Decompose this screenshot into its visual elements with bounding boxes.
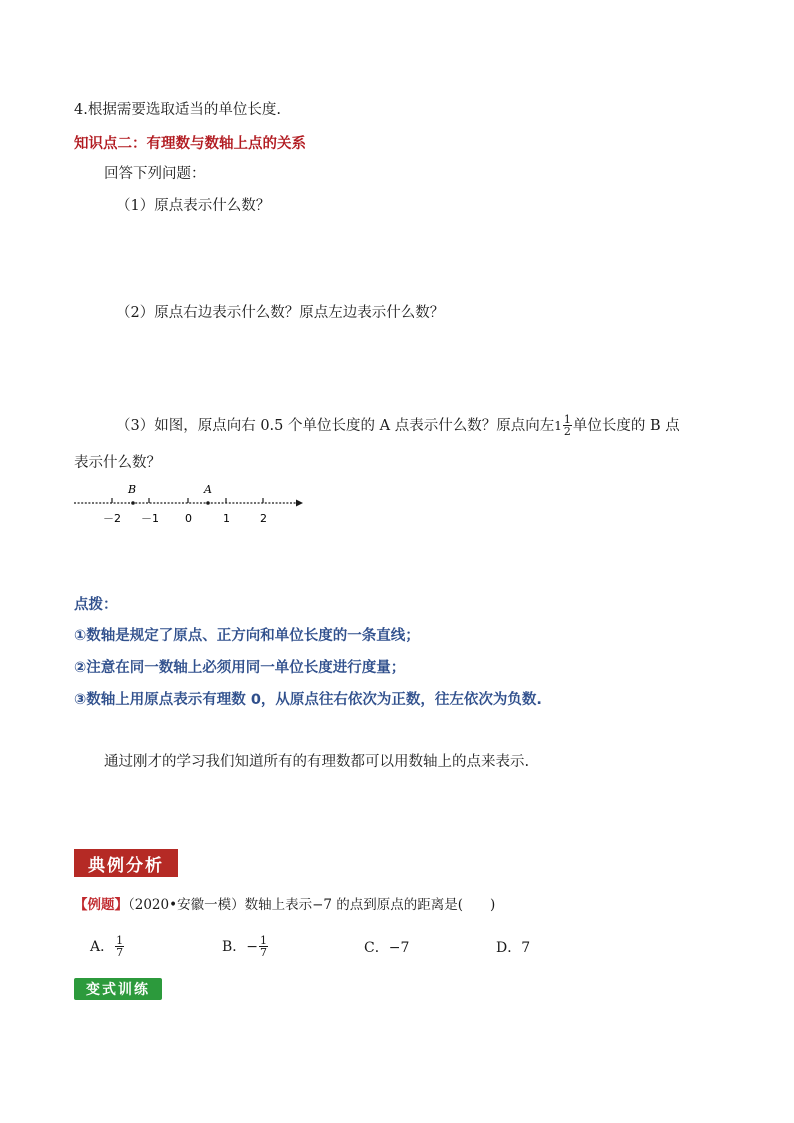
question-1: （1）原点表示什么数？ xyxy=(116,198,271,214)
fraction-denominator: 2 xyxy=(563,425,571,438)
point-b-dot xyxy=(131,501,135,505)
question-3-line2: 表示什么数？ xyxy=(74,455,161,471)
point-a-dot xyxy=(206,501,210,505)
fraction-numerator: 1 xyxy=(260,934,268,947)
option-b[interactable] xyxy=(222,935,269,958)
option-a-fraction xyxy=(115,935,124,958)
arrow-head-icon xyxy=(296,500,303,507)
tip-item: ③数轴上用原点表示有理数 0，从原点往右依次为正数，往左依次为负数. xyxy=(74,692,542,708)
tick-label: 1 xyxy=(223,512,230,525)
tick-label: －1 xyxy=(141,512,159,525)
fraction-denominator: 7 xyxy=(260,946,268,959)
tick-label: 0 xyxy=(185,512,192,525)
fraction-numerator: 1 xyxy=(563,413,571,426)
option-c[interactable]: C．−7 xyxy=(364,940,410,956)
mixed-number-whole: 1 xyxy=(554,418,562,433)
practice-banner: 变式训练 xyxy=(74,978,162,1000)
tip-title: 点拨： xyxy=(74,597,118,613)
option-a[interactable] xyxy=(90,935,125,958)
example-label: 例题 xyxy=(87,897,115,913)
point-4-text: 4.根据需要选取适当的单位长度. xyxy=(74,102,281,118)
summary-text: 通过刚才的学习我们知道所有的有理数都可以用数轴上的点来表示. xyxy=(104,754,530,770)
question-3-part1: （3）如图，原点向右 0.5 个单位长度的 A 点表示什么数？原点向左 xyxy=(116,417,555,434)
option-b-label: B．− xyxy=(222,938,259,955)
number-line-figure xyxy=(70,480,310,530)
question-2: （2）原点右边表示什么数？原点左边表示什么数？ xyxy=(116,305,445,321)
fraction-numerator: 1 xyxy=(116,934,124,947)
option-a-label: A． xyxy=(90,938,115,955)
option-b-fraction xyxy=(259,935,268,958)
tip-item: ①数轴是规定了原点、正方向和单位长度的一条直线； xyxy=(74,628,420,644)
question-3-part2: 单位长度的 B 点 xyxy=(572,417,680,434)
question-3-line1 xyxy=(116,414,680,437)
example-line xyxy=(74,896,495,914)
point-b-label: B xyxy=(128,483,137,496)
point-a-label: A xyxy=(204,483,212,496)
example-question: （2020•安徽一模）数轴上表示−7 的点到原点的距离是( ) xyxy=(128,897,496,913)
tip-item: ②注意在同一数轴上必须用同一单位长度进行度量； xyxy=(74,660,406,676)
section-heading: 知识点二：有理数与数轴上点的关系 xyxy=(74,136,306,152)
prompt-text: 回答下列问题： xyxy=(104,166,206,182)
mixed-number-fraction xyxy=(563,414,572,437)
tick-label: －2 xyxy=(103,512,121,525)
option-d[interactable]: D．7 xyxy=(496,940,531,956)
fraction-denominator: 7 xyxy=(116,946,124,959)
example-bracket-close: 】 xyxy=(114,897,128,913)
example-banner: 典例分析 xyxy=(74,849,178,877)
tick-label: 2 xyxy=(260,512,267,525)
example-bracket-open: 【 xyxy=(74,897,88,913)
